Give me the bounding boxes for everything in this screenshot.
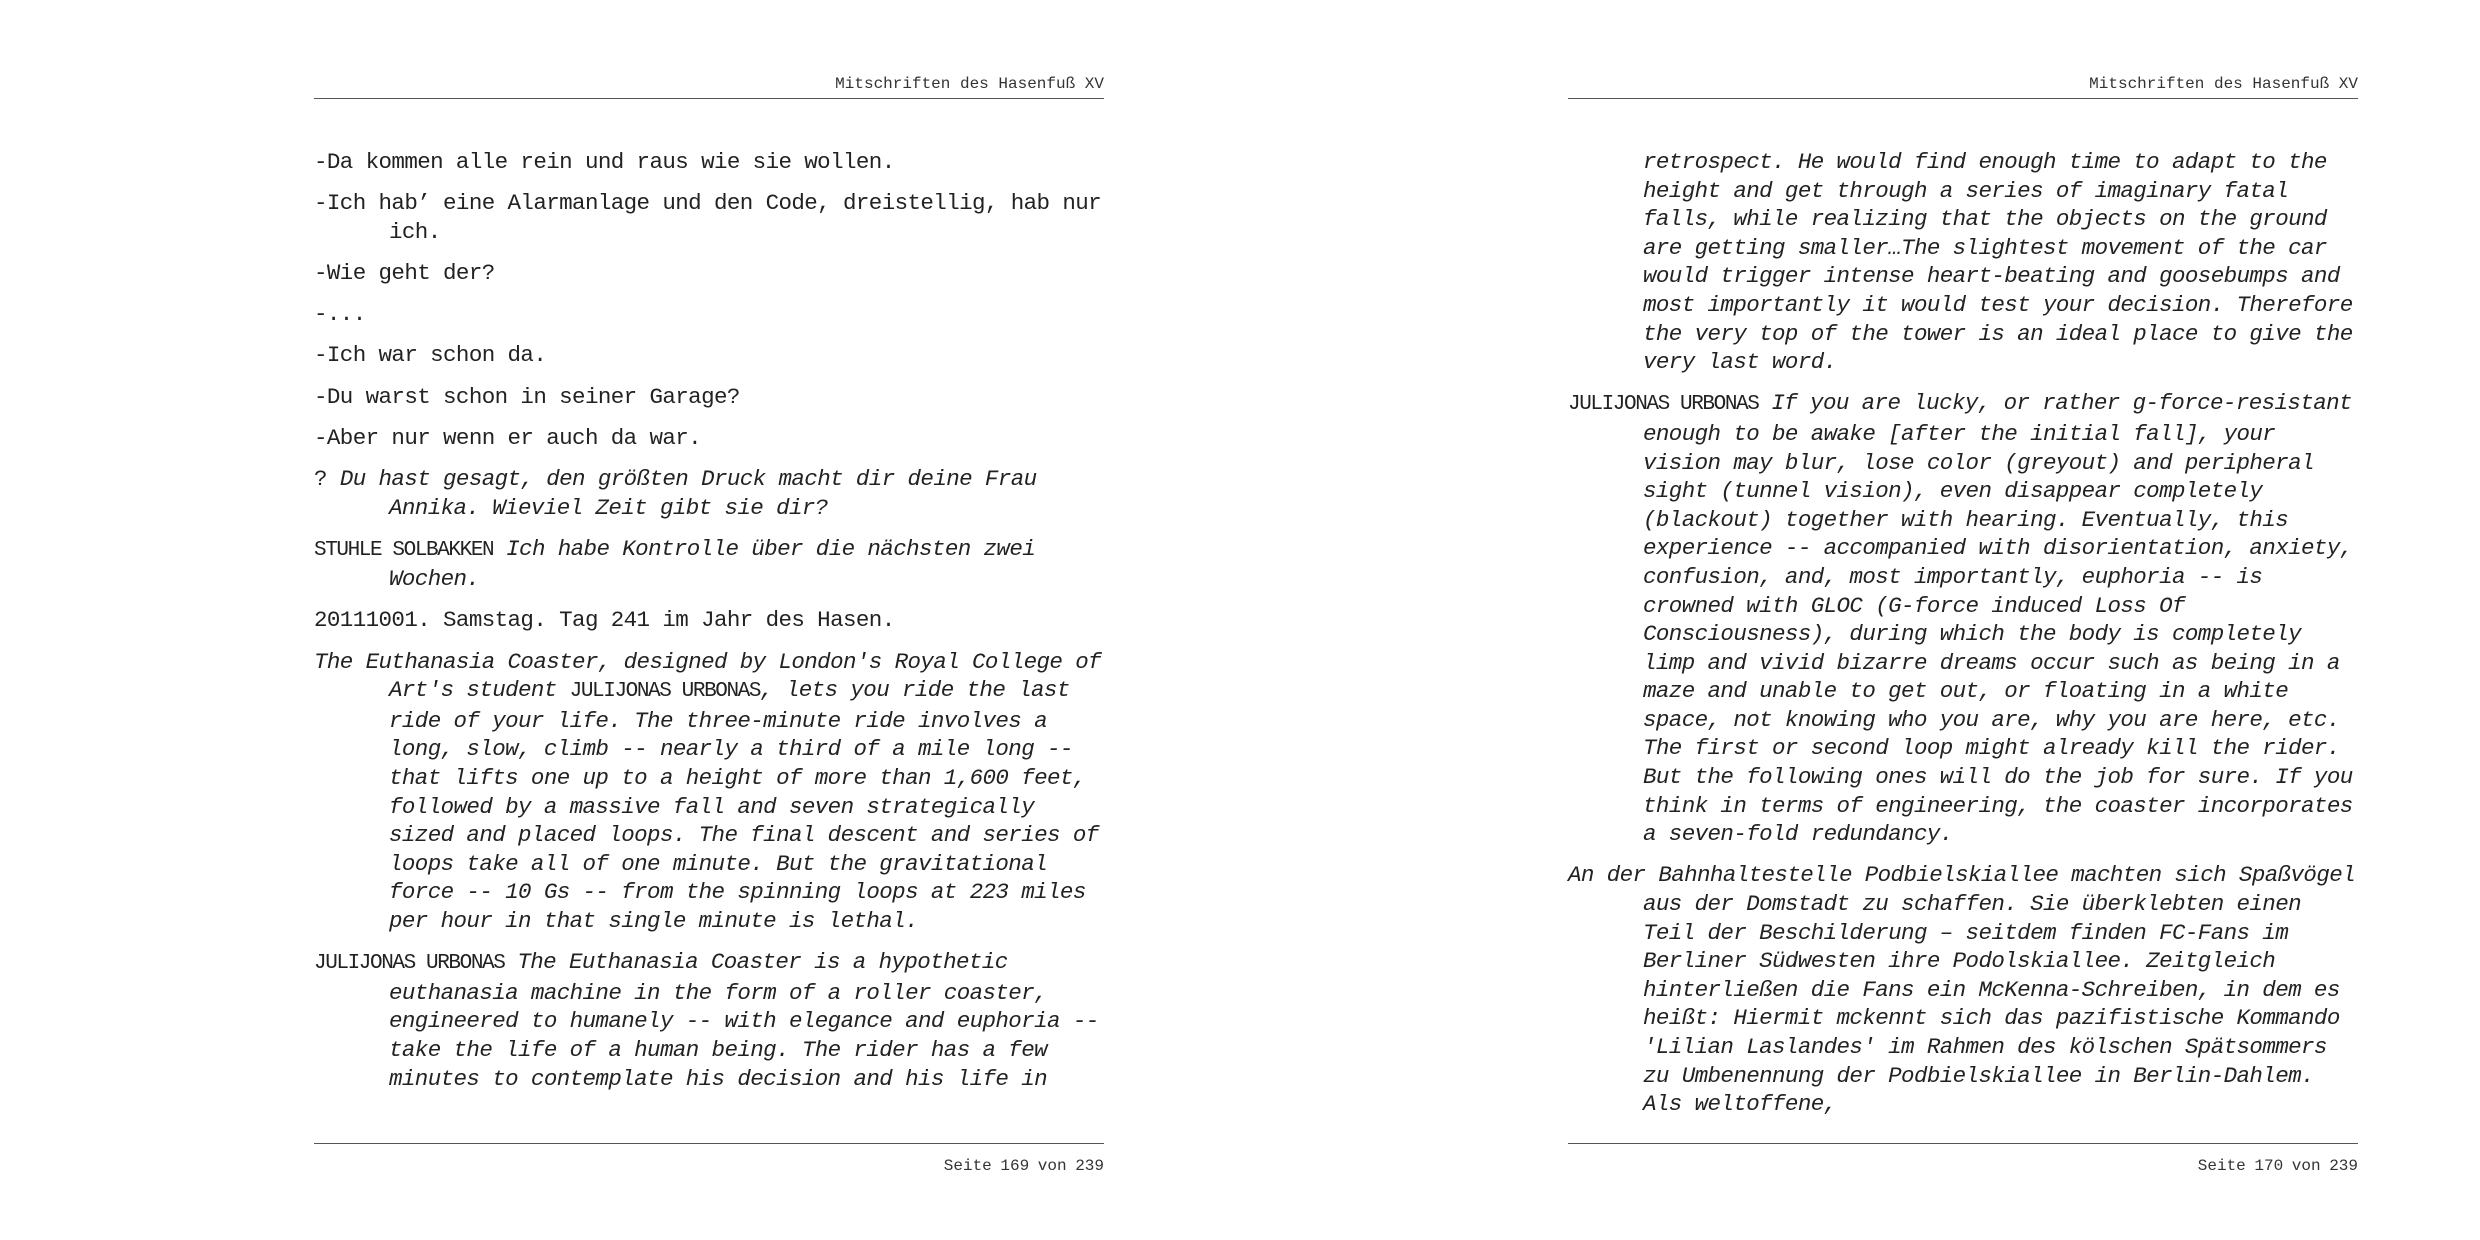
coaster-intro: The Euthanasia Coaster, designed by London's Royal College of Art's student	[314, 648, 1102, 704]
dialogue-line: -Wie geht der?	[314, 259, 495, 286]
question-text: Du hast gesagt, den größten Druck macht dir deine Frau Annika. Wieviel Zeit gibt sie dir?	[339, 465, 1037, 521]
solbakken-paragraph	[314, 535, 1104, 594]
dialogue-line: -Da kommen alle rein und raus wie sie wollen.	[314, 149, 895, 175]
news-paragraph: An der Bahnhaltestelle Podbielskiallee machten sich Spaßvögel aus der Domstadt zu schaffen. Sie überklebten einen Teil der Beschilderung – seitdem finden FC-Fans im Berliner Südwesten ihre Podolskiallee. Zeitgleich hinterließen die Fans ein McKenna-Schreiben, in dem es heißt: Hiermit mckennt sich das pazifistische Kommando 'Lilian Laslandes' im Rahmen des kölschen Spätsommers zu Umbenennung der Podbielskiallee in Berlin-Dahlem. Als weltoffene,	[1568, 862, 2356, 1118]
dialogue-line: -Du warst schon in seiner Garage?	[314, 383, 740, 410]
dialogue-line: -Ich hab’ eine Alarmanlage und den Code, dreistellig, hab nur ich.	[314, 190, 1102, 245]
dialogue-line: -Aber nur wenn er auch da war.	[314, 424, 702, 451]
left-body-text	[314, 148, 1104, 1106]
left-page	[314, 0, 1104, 1240]
dialogue-line: -Ich war schon da.	[314, 342, 547, 369]
urbonas-paragraph	[1568, 389, 2358, 849]
question-marker: ?	[314, 465, 327, 492]
date-line: 20111001. Samstag. Tag 241 im Jahr des Hasen.	[314, 607, 895, 634]
continuation-paragraph: retrospect. He would find enough time to adapt to the height and get through a series of imaginary fatal falls, while realizing that the objects on the ground are getting smaller…The slightest movement of the car would trigger intense heart-beating and goosebumps and most importantly it would test your decision. Therefore the very top of the tower is an ideal place to give the very last word.	[1643, 149, 2353, 376]
speaker-name: STUHLE SOLBAKKEN	[314, 538, 494, 562]
question-paragraph	[314, 465, 1104, 522]
speech-text: Ich habe Kontrolle über die nächsten zwei Wochen.	[389, 535, 1036, 593]
right-running-header: Mitschriften des Hasenfuß XV	[2089, 75, 2358, 93]
speaker-name: JULIJONAS URBONAS	[314, 952, 505, 976]
speech-text: If you are lucky, or rather g-force-resistant enough to be awake [after the initial fall], your vision may blur, lose color (greyout) and peripheral sight (tunnel vision), even disappear completely (blackout) together with hearing. Eventually, this experience -- accompanied with disorientation, anxiety, confusion, and, most importantly, euphoria -- is crowned with GLOC (G-force induced Loss Of Consciousness), during which the body is completely limp and vivid bizarre dreams occur such as being in a maze and unable to get out, or floating in a white space, not knowing who you are, why you are here, etc. The first or second loop might already kill the rider. But the following ones will do the job for sure. If you think in terms of engineering, the coaster incorporates a seven-fold redundancy.	[1643, 390, 2353, 848]
right-page	[1568, 0, 2358, 1240]
speaker-name: JULIJONAS URBONAS	[1568, 393, 1759, 417]
right-body-text	[1568, 148, 2358, 1131]
coaster-name: JULIJONAS URBONAS	[569, 680, 761, 704]
dialogue-line: -...	[314, 301, 366, 328]
left-running-header: Mitschriften des Hasenfuß XV	[835, 75, 1104, 93]
coaster-paragraph	[314, 648, 1104, 936]
coaster-rest: , lets you ride the last ride of your life. The three-minute ride involves a long, slow, climb -- nearly a third of a mile long -- that lifts one up to a height of more than 1,600 feet, followed by a massive fall and seven strategically sized and placed loops. The final descent and series of loops take all of one minute. But the gravitational force -- 10 Gs -- from the spinning loops at 223 miles per hour in that single minute is lethal.	[389, 677, 1099, 934]
left-footer-rule	[314, 1143, 1104, 1144]
left-header-rule	[314, 98, 1104, 99]
right-page-number: Seite 170 von 239	[2197, 1157, 2358, 1175]
urbonas-paragraph	[314, 948, 1104, 1093]
speech-text: The Euthanasia Coaster is a hypothetic euthanasia machine in the form of a roller coaster, engineered to humanely -- with elegance and euphoria -- take the life of a human being. The rider has a few minutes to contemplate his decision and his life in	[389, 949, 1099, 1092]
left-page-number: Seite 169 von 239	[943, 1157, 1104, 1175]
right-header-rule	[1568, 98, 2358, 99]
right-footer-rule	[1568, 1143, 2358, 1144]
